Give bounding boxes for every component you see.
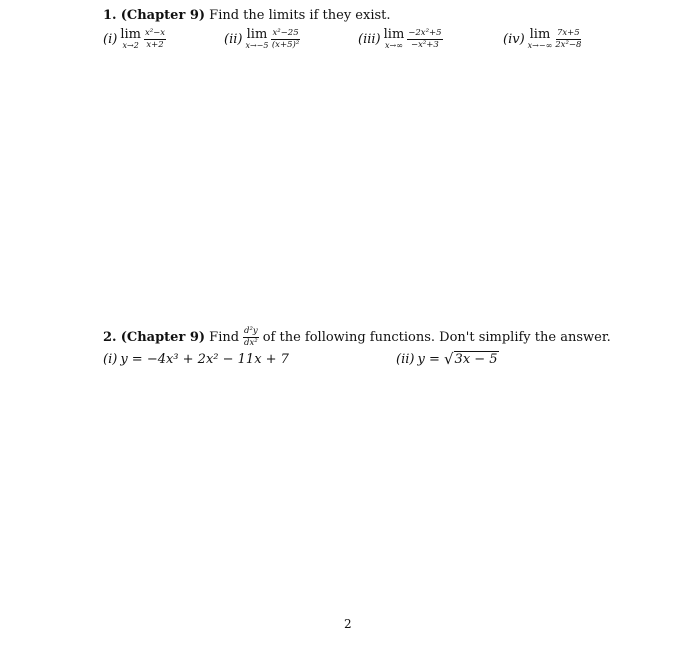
question-1-heading [103,8,391,23]
part-label: (iv) [503,31,525,47]
square-root-icon: √ [443,350,454,368]
q1-part-iv [503,28,581,50]
function-lhs: y = [417,351,444,367]
question-2-prompt-start: Find [209,329,240,345]
limit-fraction [407,29,442,49]
limit-fraction [555,29,581,49]
fraction-numerator: x²−x [144,28,166,38]
limit-fraction [144,29,166,49]
limit-operator: lim x→∞ [383,27,405,50]
limit-operator: lim x→−5 [245,27,269,50]
second-derivative-notation: $\frac{\text{d²y}}{\text{dx²}}$ [244,326,258,348]
part-label: (i) [103,31,118,47]
question-2-prompt-end: of the following functions. Don't simplify the answer. [262,329,611,345]
question-1-number: 1. [103,8,117,23]
page-number: 2 [344,617,352,631]
fraction-denominator: x+2 [146,39,164,50]
limit-subscript: x→2 [122,41,139,50]
part-label: (ii) [224,31,243,47]
question-1-chapter: (Chapter 9) [120,8,206,23]
limit-operator: lim x→2 [120,27,141,50]
fraction-denominator: −x²+3 [410,39,439,50]
fraction-numerator: x²−25 [272,28,299,38]
question-2-chapter: (Chapter 9) [120,329,206,345]
limit-operator: lim x→−∞ [527,27,553,50]
q1-part-ii [224,28,300,50]
limit-subscript: x→−5 [245,41,269,50]
question-2-heading [103,327,611,347]
part-label: (ii) [396,351,415,367]
part-label: (iii) [358,31,381,47]
fraction-denominator: 2x²−8 [555,39,582,50]
limit-fraction [271,29,299,49]
limit-subscript: x→−∞ [527,41,553,50]
fraction-numerator: −2x²+5 [408,28,442,38]
part-label: (i) [103,352,118,367]
function-expression: y = −4x³ + 2x² − 11x + 7 [120,352,289,367]
q2-part-i [103,352,289,367]
question-2-number: 2. [103,329,117,345]
q1-part-i [103,28,166,50]
radicand: 3x − 5 [454,352,498,367]
limit-subscript: x→∞ [385,41,403,50]
question-1-prompt: Find the limits if they exist. [209,8,391,23]
fraction-denominator: (x+5)² [271,39,300,50]
fraction-numerator: 7x+5 [556,28,580,38]
q1-part-iii [358,28,443,50]
q2-part-ii [396,350,499,368]
